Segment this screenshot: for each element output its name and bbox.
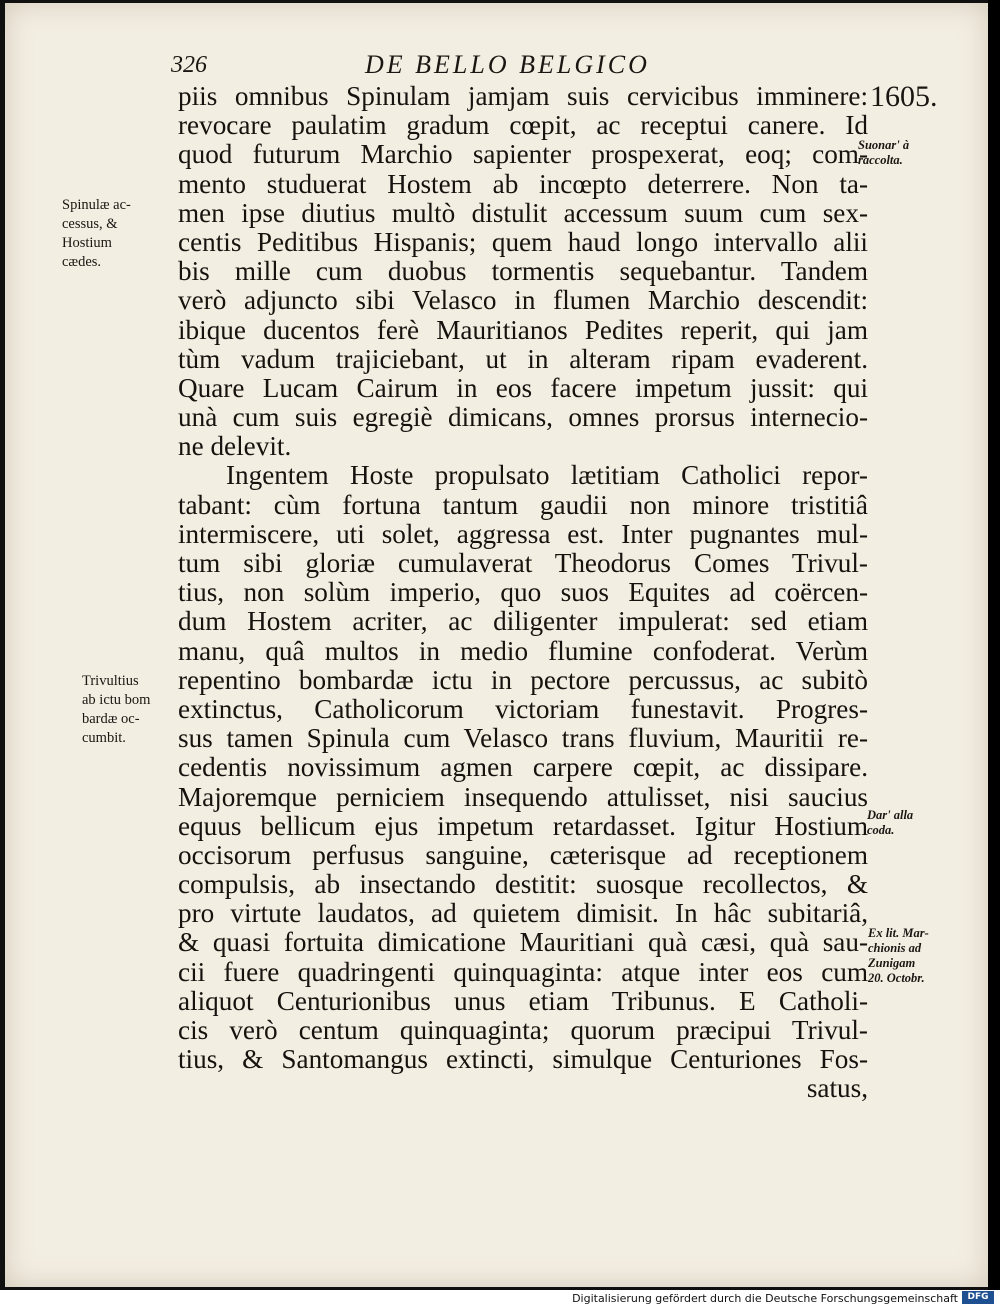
margin-note-line: Dar' alla (867, 808, 914, 822)
text-line: bis mille cum duobus tormentis sequebantur. Tandem (178, 256, 868, 287)
margin-note-line: ab ictu bom (82, 692, 151, 708)
margin-note-line: 20. Octobr. (868, 971, 925, 985)
margin-note-left-1 (62, 196, 131, 272)
text-line: intermiscere, uti solet, aggressa est. Inter pugnantes mul- (178, 518, 868, 549)
paragraph-start-line: Ingentem Hoste propulsato lætitiam Catholici repor- (226, 460, 868, 491)
text-line: tum sibi gloriæ cumulaverat Theodorus Comes Trivul- (178, 548, 868, 578)
text-line: ne delevit. (178, 431, 292, 462)
margin-note-right-2 (867, 808, 913, 838)
text-line: centis Peditibus Hispanis; quem haud longo intervallo alii (178, 226, 868, 257)
text-line: cii fuere quadringenti quinquaginta: atque inter eos cum (178, 956, 868, 987)
margin-note-line: raccolta. (858, 153, 903, 167)
margin-note-right-3 (868, 926, 929, 986)
margin-note-right-1 (858, 138, 909, 168)
dfg-logo: DFG (962, 1291, 994, 1304)
catchword-line: satus, (806, 1073, 868, 1104)
text-line: cis verò centum quinquaginta; quorum præcipui Trivul- (178, 1015, 868, 1045)
text-line: Majoremque perniciem insequendo attulisset, nisi saucius (178, 781, 868, 812)
text-line: extinctus, Catholicorum victoriam funestavit. Progres- (178, 693, 868, 724)
text-line: verò adjuncto sibi Velasco in flumen Marchio descendit: (178, 285, 868, 316)
text-line: tùm vadum trajiciebant, ut in alteram ripam evaderent. (178, 343, 868, 374)
text-line: quod futurum Marchio sapienter prospexerat, eoq; com- (178, 139, 868, 170)
margin-note-line: Hostium (62, 235, 112, 251)
margin-note-line: cessus, & (62, 216, 118, 232)
text-line: piis omnibus Spinulam jamjam suis cervicibus imminere: (178, 81, 868, 111)
text-line: aliquot Centurionibus unus etiam Tribunus. E Catholi- (178, 985, 868, 1016)
margin-note-line: Spinulæ ac- (62, 197, 131, 213)
text-line: mento studuerat Hostem ab incœpto deterrere. Non ta- (178, 168, 868, 199)
margin-note-line: Suonar' à (858, 138, 910, 152)
year-marker: 1605. (870, 80, 938, 113)
running-head (165, 50, 865, 84)
text-line: unà cum suis egregiè dimicans, omnes prorsus internecio- (178, 402, 868, 433)
margin-note-line: cumbit. (82, 730, 126, 746)
funding-credit: Digitalisierung gefördert durch die Deutsche Forschungsgemeinschaft (572, 1292, 958, 1305)
text-line: occisorum perfusus sanguine, cæterisque ad receptionem (178, 839, 868, 870)
text-line: tius, & Santomangus extincti, simulque Centuriones Fos- (178, 1044, 868, 1075)
page-number: 326 (171, 52, 207, 78)
text-line: sus tamen Spinula cum Velasco trans fluvium, Mauritii re- (178, 723, 868, 754)
margin-note-line: bardæ oc- (82, 711, 140, 727)
margin-note-left-2 (82, 672, 150, 748)
margin-note-line: cædes. (62, 254, 102, 270)
text-line: tius, non solùm imperio, quo suos Equites ad coërcen- (178, 577, 868, 608)
text-line: Quare Lucam Cairum in eos facere impetum jussit: qui (178, 372, 868, 403)
margin-note-line: Ex lit. Mar- (868, 926, 929, 940)
body-text (178, 82, 868, 1104)
text-line: manu, quâ multos in medio flumine confoderat. Verùm (178, 635, 868, 666)
text-line: dum Hostem acriter, ac diligenter impulerat: sed etiam (178, 606, 868, 637)
margin-note-line: chionis ad (868, 941, 922, 955)
text-line: & quasi fortuita dimicatione Mauritiani quà cæsi, quà sau- (178, 927, 868, 958)
text-line: men ipse diutius multò distulit accessum suum cum sex- (178, 197, 868, 228)
text-line: tabant: cùm fortuna tantum gaudii non minore tristitiâ (178, 489, 868, 520)
scan-edge (988, 0, 1000, 1290)
text-line: ibique ducentos ferè Mauritianos Pedites reperit, qui jam (178, 314, 868, 345)
text-line: pro virtute laudatos, ad quietem dimisit. In hâc subitariâ, (178, 898, 868, 929)
margin-note-line: Zunigam (868, 956, 916, 970)
text-line: repentino bombardæ ictu in pectore percussus, ac subitò (178, 664, 868, 695)
text-line: equus bellicum ejus impetum retardasset. Igitur Hostium (178, 810, 868, 841)
margin-note-line: Trivultius (82, 673, 139, 689)
running-title: DE BELLO BELGICO (365, 50, 650, 79)
text-line: cedentis novissimum agmen carpere cœpit, ac dissipare. (178, 752, 868, 783)
text-line: revocare paulatim gradum cœpit, ac receptui canere. Id (178, 110, 868, 141)
margin-note-line: coda. (867, 823, 895, 837)
text-line: compulsis, ab insectando destitit: suosque recollectos, & (178, 869, 868, 900)
